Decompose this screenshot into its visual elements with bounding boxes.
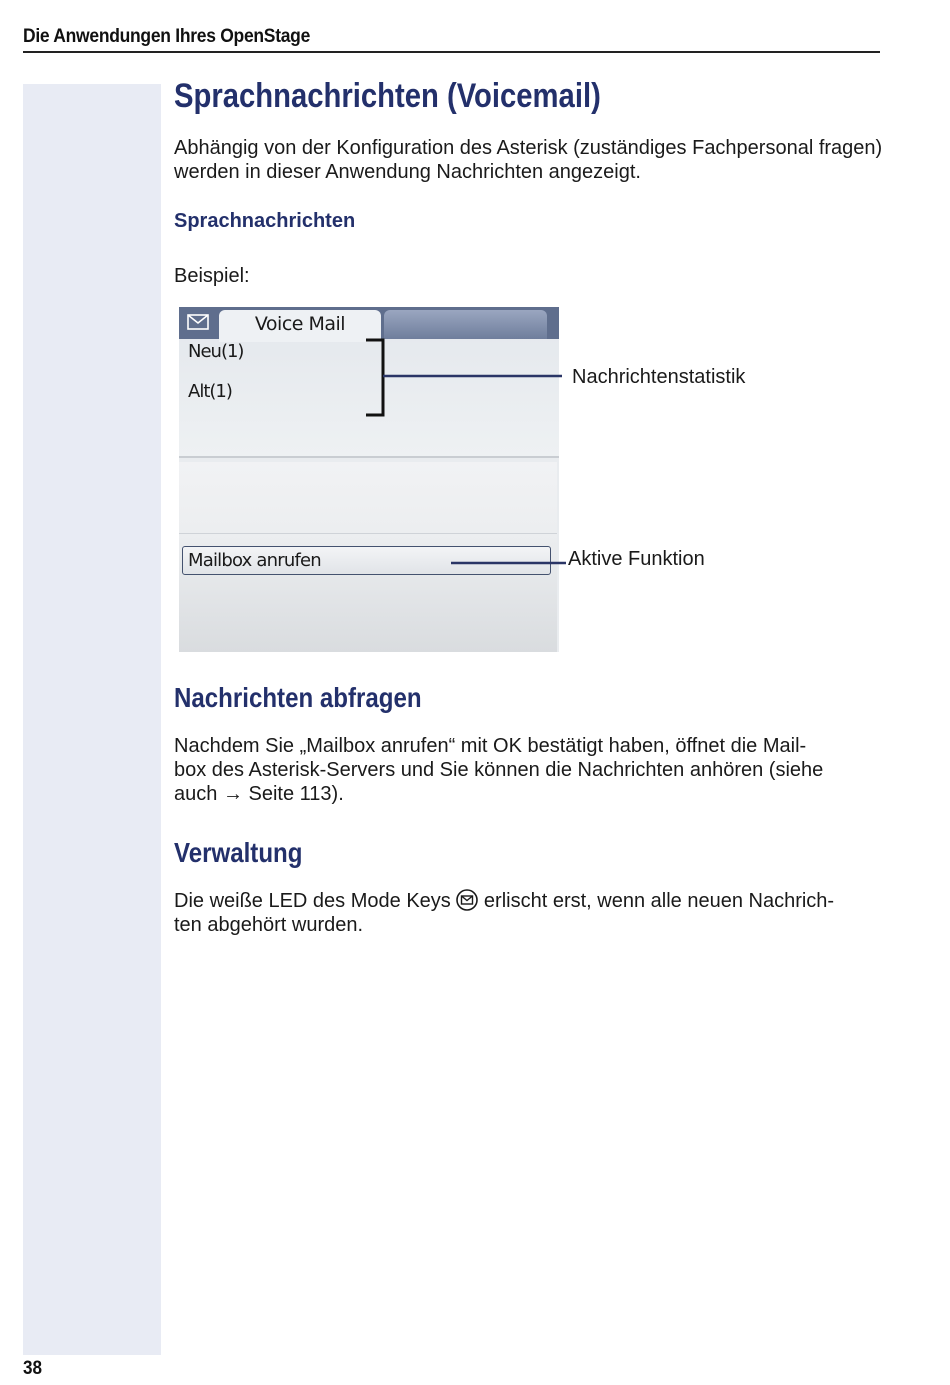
query-title: Nachrichten abfragen [174, 682, 422, 713]
page-number: 38 [23, 1358, 43, 1379]
query-text-line [174, 782, 884, 806]
subheading: Sprachnachrichten [174, 210, 356, 232]
arrow-icon: → [222, 783, 243, 805]
management-text-line [174, 889, 884, 913]
envelope-key-icon [456, 889, 478, 911]
query-text-line: Nachdem Sie „Mailbox anrufen“ mit OK bestätigt haben, öffnet die Mail- [174, 735, 807, 757]
query-block [174, 734, 884, 806]
management-title: Verwaltung [174, 837, 303, 868]
annotation-active-function: Aktive Funktion [568, 548, 705, 570]
stat-new: Neu(1) [188, 341, 244, 362]
mailbox-call-button[interactable]: Mailbox anrufen [182, 546, 551, 575]
query-text-prefix: auch [174, 783, 218, 805]
statistics-bracket [366, 340, 383, 415]
section-title: Sprachnachrichten (Voicemail) [174, 77, 601, 115]
annotation-statistics: Nachrichtenstatistik [572, 366, 746, 388]
management-text-prefix: Die weiße LED des Mode Keys [174, 890, 451, 912]
query-text-line: box des Asterisk-Servers und Sie können die Nachrichten anhören (siehe [174, 759, 824, 781]
tab-voice-mail[interactable]: Voice Mail [219, 310, 381, 342]
running-header: Die Anwendungen Ihres OpenStage [23, 26, 311, 47]
management-text-line: ten abgehört wurden. [174, 914, 364, 936]
management-block [174, 889, 884, 937]
example-label: Beispiel: [174, 265, 250, 287]
intro-text: Abhängig von der Konfiguration des Asterisk (zuständiges Fachpersonal fragen) werden in dieser Anwendung Nachrichten angezeigt. [174, 137, 883, 183]
page-reference-link[interactable]: Seite 113). [248, 783, 344, 805]
stat-old: Alt(1) [188, 381, 232, 402]
management-text-suffix: erlischt erst, wenn alle neuen Nachrich- [483, 890, 835, 912]
